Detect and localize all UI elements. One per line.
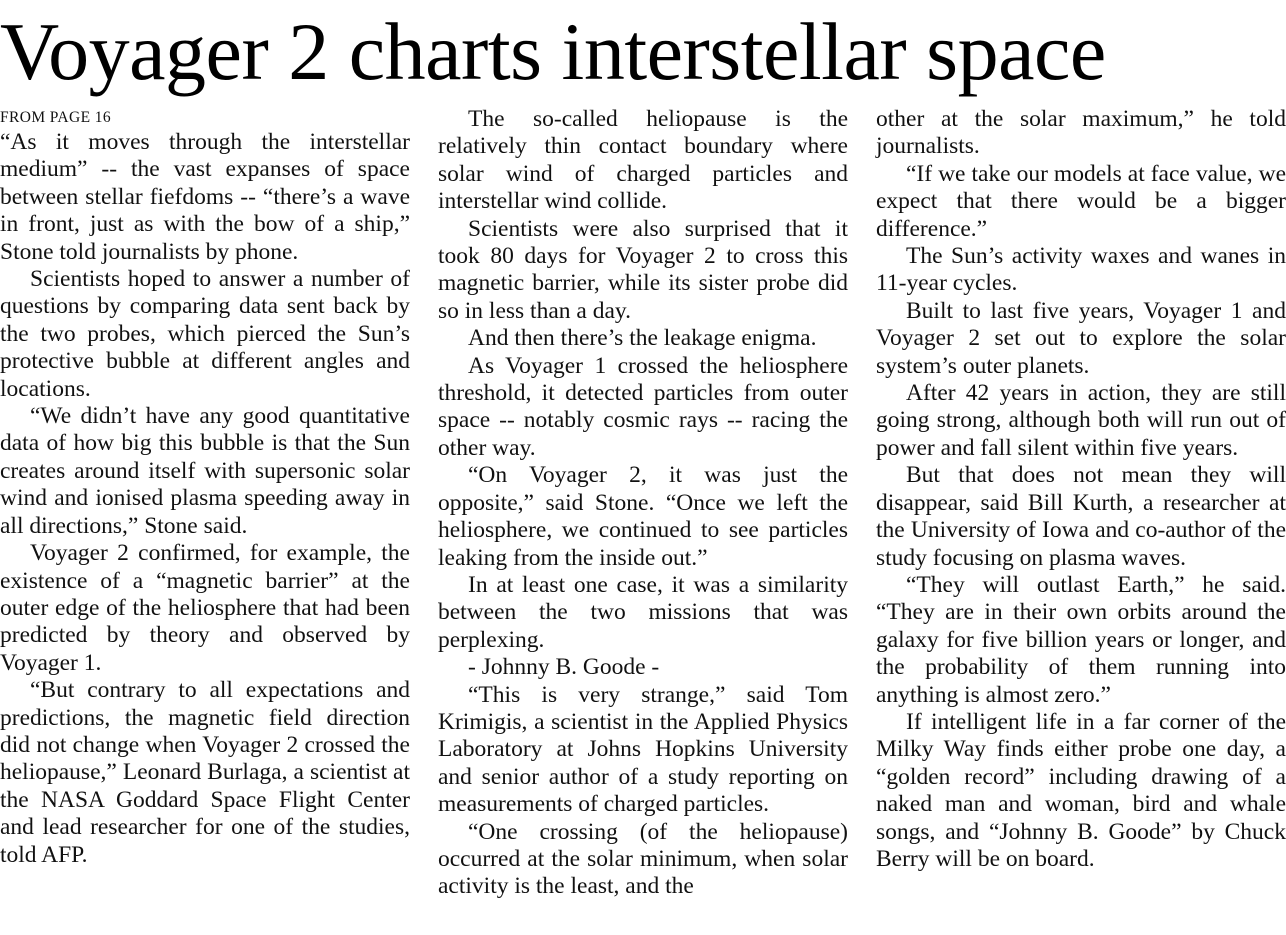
paragraph: “But contrary to all expectations and predictions, the magnetic field direction did not change when Voyager 2 crossed the heliopause,” Leonard Burlaga, a scientist at the NASA Goddard Space Flight Center and lead researcher for one of the studies, told AFP. — [0, 677, 410, 868]
paragraph: “We didn’t have any good quantitative data of how big this bubble is that the Sun creates around itself with supersonic solar wind and ionised plasma speeding away in all directions,” Stone said. — [0, 403, 410, 539]
paragraph: “As it moves through the interstellar medium” -- the vast expanses of space between stellar fiefdoms -- “there’s a wave in front, just as with the bow of a ship,” Stone told journalists by phone. — [0, 129, 410, 265]
paragraph: “This is very strange,” said Tom Krimigis, a scientist in the Applied Physics Laboratory at Johns Hopkins University and senior author of a study reporting on measurements of charged particles. — [438, 681, 848, 818]
jump-line: FROM PAGE 16 — [0, 109, 112, 126]
paragraph: “On Voyager 2, it was just the opposite,” said Stone. “Once we left the heliosphere, we continued to see particles leaking from the inside out.” — [438, 462, 848, 571]
paragraph: After 42 years in action, they are still going strong, although both will run out of power and fall silent within five years. — [876, 380, 1286, 461]
headline: Voyager 2 charts interstellar space — [0, 6, 1106, 97]
article-column-2 — [438, 106, 848, 901]
paragraph: Scientists were also surprised that it took 80 days for Voyager 2 to cross this magnetic barrier, while its sister probe did so in less than a day. — [438, 215, 848, 324]
paragraph: “They will outlast Earth,” he said. “They are in their own orbits around the galaxy for five billion years or longer, and the probability of them running into anything is almost zero.” — [876, 571, 1286, 708]
paragraph: In at least one case, it was a similarity between the two missions that was perplexing. — [438, 571, 848, 653]
paragraph: The so-called heliopause is the relatively thin contact boundary where solar wind of charged particles and interstellar wind collide. — [438, 106, 848, 215]
paragraph: The Sun’s activity waxes and wanes in 11-year cycles. — [876, 243, 1286, 297]
subheading: - Johnny B. Goode - — [468, 654, 660, 681]
paragraph: Voyager 2 confirmed, for example, the existence of a “magnetic barrier” at the outer edge of the heliosphere that had been predicted by theory and observed by Voyager 1. — [0, 540, 410, 676]
paragraph: Scientists hoped to answer a number of questions by comparing data sent back by the two probes, which pierced the Sun’s protective bubble at different angles and locations. — [0, 266, 410, 402]
paragraph: “If we take our models at face value, we expect that there would be a bigger difference.” — [876, 160, 1286, 242]
paragraph: But that does not mean they will disappear, said Bill Kurth, a researcher at the University of Iowa and co-author of the study focusing on plasma waves. — [876, 462, 1286, 571]
paragraph: If intelligent life in a far corner of the Milky Way finds either probe one day, a “golden record” including drawing of a naked man and woman, bird and whale songs, and “Johnny B. Goode” by Chuck Berry will be on board. — [876, 708, 1286, 872]
paragraph: “One crossing (of the heliopause) occurred at the solar minimum, when solar activity is the least, and the — [438, 818, 848, 900]
article-column-3 — [876, 106, 1286, 873]
paragraph: other at the solar maximum,” he told journalists. — [876, 106, 1286, 160]
article-column-1 — [0, 106, 410, 869]
paragraph: And then there’s the leakage enigma. — [468, 325, 817, 352]
paragraph: As Voyager 1 crossed the heliosphere threshold, it detected particles from outer space -- notably cosmic rays -- racing the other way. — [438, 352, 848, 461]
paragraph: Built to last five years, Voyager 1 and Voyager 2 set out to explore the solar system’s outer planets. — [876, 297, 1286, 379]
